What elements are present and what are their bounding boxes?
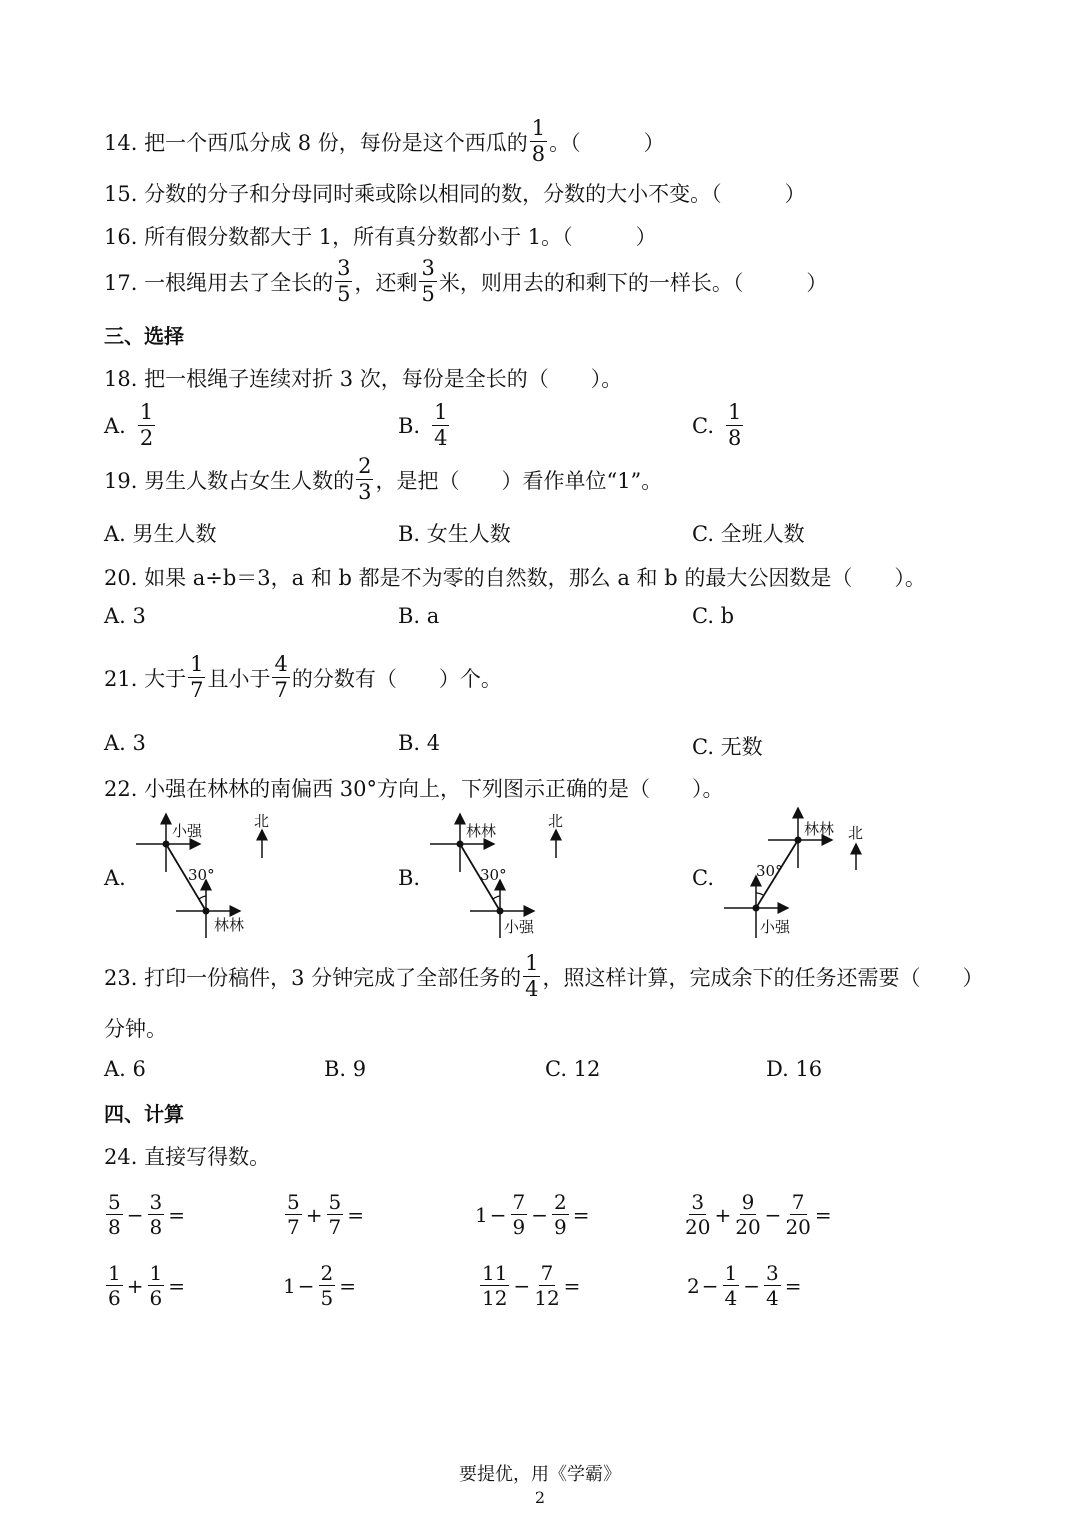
q19-option-b[interactable]: B. 女生人数 [398,522,511,546]
diagram-a-bottom-name: 林林 [214,916,245,934]
diagram-c-north: 北 [848,824,864,842]
calc-expression-6[interactable]: 1 − $\frac{2}{5}$ = [283,1261,356,1310]
q21-option-a[interactable]: A. 3 [104,731,146,755]
q20-option-c[interactable]: C. b [692,604,735,628]
q18-c-fraction: $\frac{1}{8}$ [728,400,742,450]
q17-text-mid: ，还剩 [354,270,418,295]
diagram-a-top-name: 小强 [172,822,203,840]
q18-option-b[interactable]: B. $\frac{1}{4}$ [398,400,448,450]
section-3-heading: 三、选择 [104,324,184,348]
diagram-b-bottom-name: 小强 [504,918,535,936]
calc-expression-7[interactable]: $\frac{11}{12}$ − $\frac{7}{12}$ = [482,1261,581,1310]
q22-option-b-label[interactable]: B. [398,866,421,890]
q23-option-d[interactable]: D. 16 [766,1057,823,1081]
q14-text: 14. 把一个西瓜分成 8 份，每份是这个西瓜的 [104,130,528,155]
diagram-c-angle: 30° [756,862,783,880]
question-21 [104,654,502,701]
q21-option-c[interactable]: C. 无数 [692,735,763,759]
q22-option-a-label[interactable]: A. [104,866,126,890]
calc-expression-8[interactable]: 2 − $\frac{1}{4}$ − $\frac{3}{4}$ = [687,1261,802,1310]
q18-a-fraction: $\frac{1}{2}$ [139,400,154,450]
q18-option-c[interactable]: C. $\frac{1}{8}$ [692,400,742,450]
question-18[interactable]: 18. 把一根绳子连续对折 3 次，每份是全长的（ ）。 [104,367,623,391]
calc-expression-1[interactable]: $\frac{5}{8}$ − $\frac{3}{8}$ = [108,1190,185,1239]
compass-diagram-c [718,804,868,939]
question-14 [104,118,665,165]
q23-option-a[interactable]: A. 6 [104,1057,146,1081]
page-number: 2 [534,1488,546,1507]
q17-fraction-2: $\frac{3}{5}$ [421,256,435,306]
q18-b-fraction: $\frac{1}{4}$ [434,400,448,450]
q17-blank[interactable]: 米，则用去的和剩下的一样长。（ ） [438,270,828,295]
q23-blank[interactable]: ，照这样计算，完成余下的任务还需要（ ） [542,965,984,990]
q19-blank[interactable]: ，是把（ ）看作单位“1”。 [375,468,663,493]
q21-blank[interactable]: 的分数有（ ）个。 [291,666,502,691]
q23-option-b[interactable]: B. 9 [324,1057,367,1081]
question-22[interactable]: 22. 小强在林林的南偏西 30°方向上，下列图示正确的是（ ）。 [104,777,724,801]
q22-diagram-a[interactable] [130,810,280,945]
q20-option-b[interactable]: B. a [398,604,440,628]
q22-diagram-b[interactable] [424,810,574,945]
q19-option-a[interactable]: A. 男生人数 [104,522,217,546]
q21-fraction-2: $\frac{4}{7}$ [274,652,288,702]
q14-blank[interactable]: 。（ ） [549,130,665,155]
q19-text: 19. 男生人数占女生人数的 [104,468,355,493]
question-15[interactable]: 15. 分数的分子和分母同时乘或除以相同的数，分数的大小不变。（ ） [104,182,806,206]
q18-option-a[interactable]: A. $\frac{1}{2}$ [104,400,154,450]
q19-option-c[interactable]: C. 全班人数 [692,522,805,546]
calc-expression-2[interactable]: $\frac{5}{7}$ + $\frac{5}{7}$ = [287,1190,364,1239]
section-4-heading: 四、计算 [104,1102,184,1126]
footer-slogan: 要提优，用《学霸》 [459,1464,621,1485]
q17-text: 17. 一根绳用去了全长的 [104,270,334,295]
q22-option-c-label[interactable]: C. [692,866,714,890]
q20-option-a[interactable]: A. 3 [104,604,146,628]
q23-fraction: $\frac{1}{4}$ [525,951,539,1001]
q17-fraction-1: $\frac{3}{5}$ [337,256,351,306]
question-24: 24. 直接写得数。 [104,1145,271,1169]
diagram-a-angle: 30° [188,866,215,884]
diagram-b-north: 北 [548,812,564,830]
q21-option-b[interactable]: B. 4 [398,731,441,755]
q21-text: 21. 大于 [104,666,187,691]
calc-expression-4[interactable]: $\frac{3}{20}$ + $\frac{9}{20}$ − $\frac{7}{20}$ = [685,1190,832,1239]
question-19 [104,456,662,503]
q22-diagram-c[interactable] [718,804,868,939]
calc-expression-3[interactable]: 1 − $\frac{7}{9}$ − $\frac{2}{9}$ = [475,1190,590,1239]
question-17 [104,258,827,305]
q21-fraction-1: $\frac{1}{7}$ [190,652,204,702]
question-20[interactable]: 20. 如果 a÷b＝3，a 和 b 都是不为零的自然数，那么 a 和 b 的最大公因数是（ ）。 [104,566,926,590]
diagram-c-bottom-name: 小强 [760,918,791,936]
question-23 [104,953,983,1000]
q23-option-c[interactable]: C. 12 [545,1057,601,1081]
calc-expression-5[interactable]: $\frac{1}{6}$ + $\frac{1}{6}$ = [108,1261,185,1310]
q14-fraction: $\frac{1}{8}$ [531,116,546,166]
q19-fraction: $\frac{2}{3}$ [358,454,372,504]
q21-text-mid: 且小于 [207,666,271,691]
q23-text-line2: 分钟。 [104,1017,167,1041]
q23-text: 23. 打印一份稿件，3 分钟完成了全部任务的 [104,965,522,990]
diagram-b-angle: 30° [480,866,507,884]
diagram-a-north: 北 [254,812,270,830]
diagram-c-top-name: 林林 [804,820,835,838]
diagram-b-top-name: 林林 [466,822,497,840]
question-16[interactable]: 16. 所有假分数都大于 1，所有真分数都小于 1。（ ） [104,225,657,249]
